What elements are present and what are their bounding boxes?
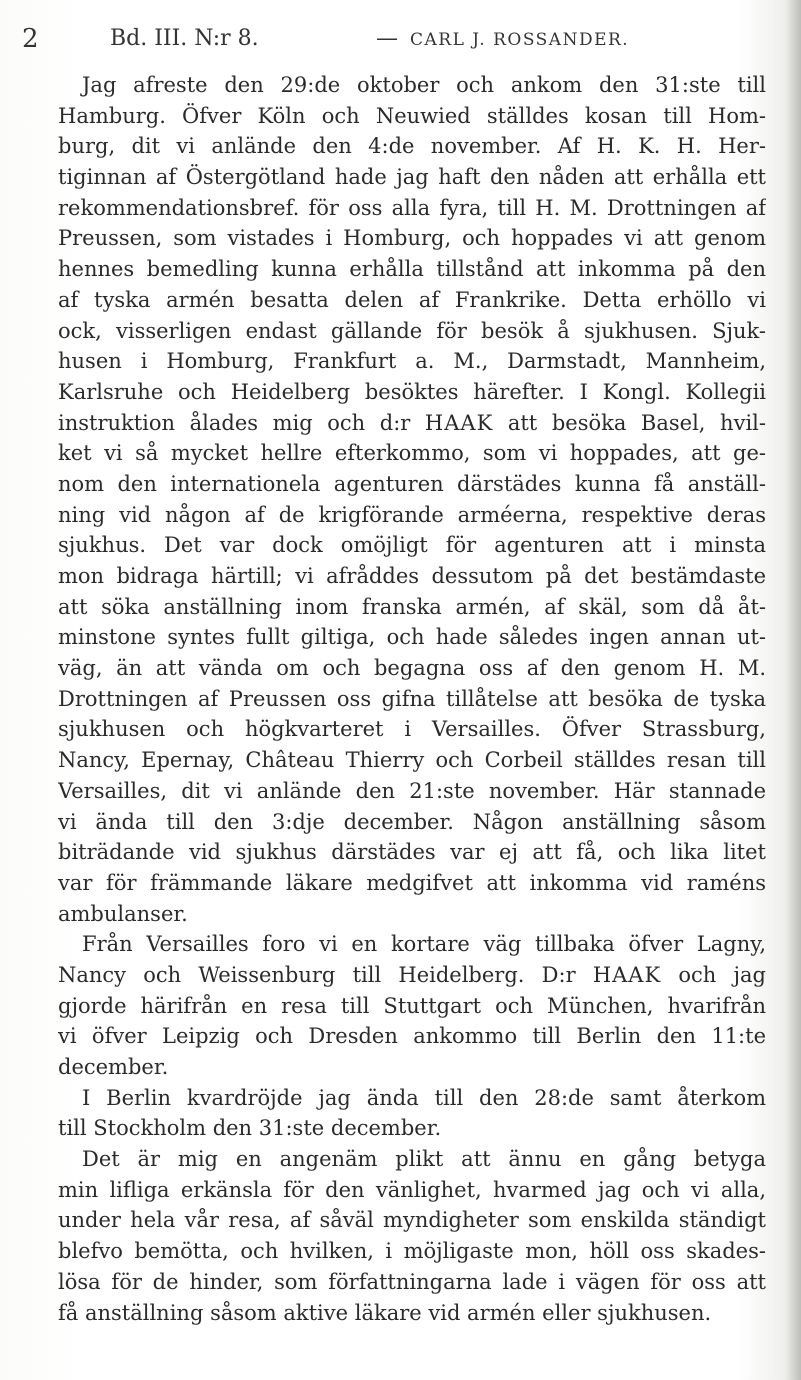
text-line: nom den internationela agenturen därstädes kunna få anställ- [58, 471, 766, 496]
text-line: rekommendationsbref. för oss alla fyra, till H. M. Drottningen af [58, 195, 766, 220]
page-edge-shadow [785, 0, 801, 1380]
paragraph [58, 1144, 766, 1328]
text-line: biträdande vid sjukhus därstädes var ej att få, och lika litet [58, 840, 766, 865]
paragraph [58, 929, 766, 1082]
text-line: sjukhus. Det var dock omöjligt för agenturen att i minsta [58, 533, 766, 558]
text-line: tiginnan af Östergötland hade jag haft den nåden att erhålla ett [58, 165, 766, 190]
text-line: Drottningen af Preussen oss gifna tillåtelse att besöka de tyska [58, 686, 766, 711]
text-line: vi öfver Leipzig och Dresden ankommo till Berlin den 11:te [58, 1024, 766, 1049]
body-text [58, 70, 766, 1328]
text-line: instruktion ålades mig och d:r HAAK att besöka Basel, hvil- [58, 410, 766, 435]
text-line: väg, än att vända om och begagna oss af den genom H. M. [58, 656, 766, 681]
text-line: Det är mig en angenäm plikt att ännu en gång betyga [82, 1147, 766, 1172]
text-line: min lifliga erkänsla för den vänlighet, hvarmed jag och vi alla, [58, 1177, 766, 1202]
paragraph [58, 70, 766, 929]
page-number: 2 [22, 24, 39, 54]
text-line: få anställning såsom aktive läkare vid armén eller sjukhusen. [58, 1300, 712, 1325]
text-line: var för främmande läkare medgifvet att inkomma vid raméns [58, 870, 766, 895]
text-line: ning vid någon af de krigförande arméerna, respektive deras [58, 502, 766, 527]
text-line: Preussen, som vistades i Homburg, och hoppades vi att genom [58, 226, 766, 251]
text-line: Jag afreste den 29:de oktober och ankom den 31:ste till [82, 73, 766, 97]
author-name: CARL J. ROSSANDER. [410, 30, 630, 50]
header-dash: — [376, 26, 398, 51]
text-line: ambulanser. [58, 901, 188, 926]
text-line: blefvo bemötta, och hvilken, i möjligaste mon, höll oss skades- [58, 1239, 766, 1264]
text-line: sjukhusen och högkvarteret i Versailles. Öfver Strassburg, [58, 717, 766, 742]
text-line: vi ända till den 3:dje december. Någon anställning såsom [58, 809, 766, 834]
text-line: minstone syntes fullt giltiga, och hade således ingen annan ut- [58, 625, 766, 650]
text-line: att söka anställning inom franska armén, af skäl, som då åt- [58, 594, 766, 619]
text-line: husen i Homburg, Frankfurt a. M., Darmstadt, Mannheim, [58, 349, 766, 374]
text-line: burg, dit vi anlände den 4:de november. Af H. K. H. Her- [58, 134, 766, 159]
text-line: till Stockholm den 31:ste december. [58, 1116, 442, 1141]
text-line: december. [58, 1055, 169, 1079]
text-line: Nancy och Weissenburg till Heidelberg. D:r HAAK och jag [58, 962, 766, 987]
paragraph [58, 1083, 766, 1144]
text-line: lösa för de hinder, som författningarna lade i vägen för oss att [58, 1269, 766, 1294]
text-line: ket vi så mycket hellre efterkommo, som vi hoppades, att ge- [58, 441, 766, 466]
running-header [0, 24, 801, 64]
text-line: I Berlin kvardröjde jag ända till den 28:de samt återkom [82, 1085, 766, 1110]
text-line: Nancy, Epernay, Château Thierry och Corbeil ställdes resan till [58, 748, 766, 773]
text-line: under hela vår resa, af såväl myndigheter som enskilda ständigt [58, 1208, 766, 1233]
text-line: hennes bemedling kunna erhålla tillstånd att inkomma på den [58, 257, 766, 282]
text-line: Från Versailles foro vi en kortare väg tillbaka öfver Lagny, [82, 932, 766, 957]
text-line: af tyska armén besatta delen af Frankrike. Detta erhöllo vi [58, 287, 766, 312]
volume-number: Bd. III. N:r 8. [110, 26, 259, 51]
text-line: Versailles, dit vi anlände den 21:ste november. Här stannade [58, 778, 766, 803]
text-line: mon bidraga härtill; vi afråddes dessutom på det bestämdaste [58, 564, 766, 588]
text-line: gjorde härifrån en resa till Stuttgart och München, hvarifrån [58, 993, 766, 1018]
text-line: ock, visserligen endast gällande för besök å sjukhusen. Sjuk- [58, 318, 766, 343]
text-line: Hamburg. Öfver Köln och Neuwied ställdes kosan till Hom- [58, 103, 766, 128]
text-line: Karlsruhe och Heidelberg besöktes härefter. I Kongl. Kollegii [58, 379, 766, 404]
